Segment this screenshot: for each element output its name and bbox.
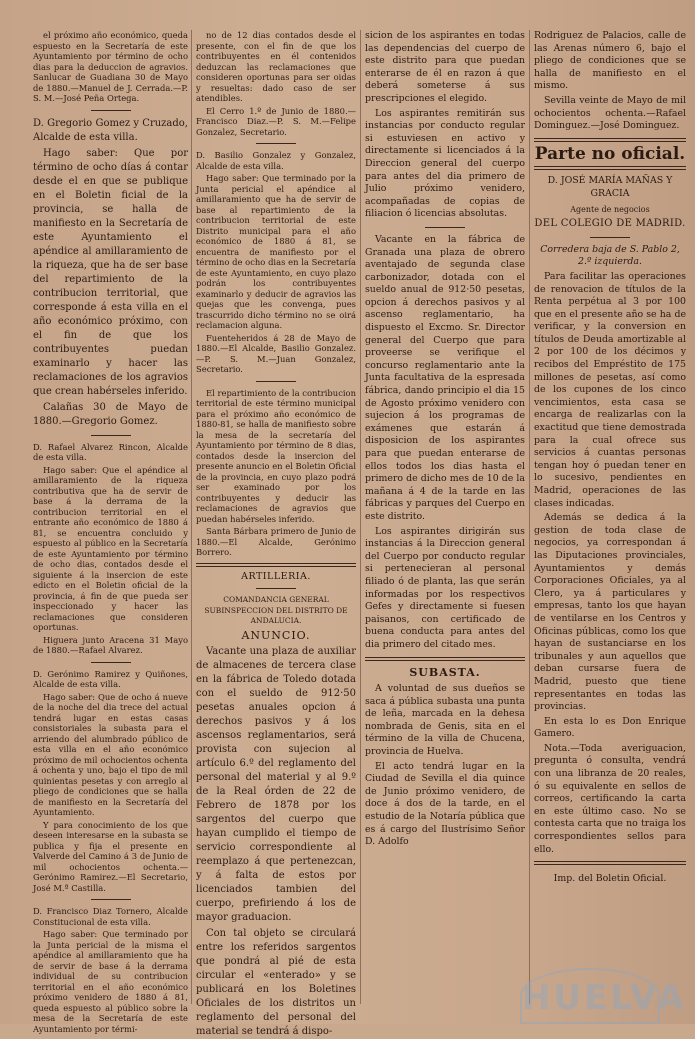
section-title-parte-no-oficial: Parte no oficial. bbox=[534, 143, 686, 164]
double-rule bbox=[534, 138, 686, 142]
double-rule bbox=[196, 563, 356, 567]
notice-text: Nota.—Toda averiguacion, pregunta ó consulta, vendrá con una libranza de 20 reales, ó su equivalente en sellos de correos, certificando la carta en este último caso. No se contesta carta que no traiga los correspondientes sellos para ello. bbox=[534, 742, 686, 855]
column-1 bbox=[33, 30, 188, 1034]
notice-text: El acto tendrá lugar en la Ciudad de Sevilla el dia quince de Junio próximo venidero, de doce á dos de la tarde, en el estudio de la Notaría pública que es á cargo del Ilustrísimo Señor D. Adolfo bbox=[365, 760, 525, 848]
separator bbox=[425, 227, 465, 228]
column-rule bbox=[529, 30, 530, 1004]
double-rule bbox=[534, 166, 686, 170]
printer-imprint: Imp. del Boletin Oficial. bbox=[553, 873, 667, 885]
notice-text: Hago saber: Que el apéndice al amillaramiento de la riqueza contributiva que ha de servir de base á la derrama de la contribucion territorial en el entrante año económico de 1880 á 81, se encuentra concluido y espuesto al público en la Secretaría de este Ayuntamiento por término de ocho dias, contados desde el siguiente á la insercion de este edicto en el Boletin oficial de la provincia, á fin de que pueda ser inspeccionado y hacer las reclamaciones que consideren oportunas. bbox=[33, 464, 188, 632]
notice-text: El repartimiento de la contribucion territorial de este término municipal para el próximo año económico de 1880-81, se halla de manifiesto sobre la mesa de la secretaría del Ayuntamiento por término de 8 dias, contados desde la insercion del presente anuncio en el Boletin Oficial de la provincia, en cuyo plazo podrá ser examinado por los contribuyentes y deducir las reclamaciones de agravios que puedan habérseles inferido. bbox=[196, 387, 356, 524]
column-3 bbox=[365, 30, 525, 1004]
notice-heading: D. Rafael Alvarez Rincon, Alcalde de esta villa. bbox=[33, 441, 188, 462]
notice-text: Vacante una plaza de auxiliar de almacenes de tercera clase en la fábrica de Toledo dotada con el sueldo de 912·50 pesetas anuales opcion á derechos pasivos y á los ascensos reglamentarios, será provista con sujecion al artículo 6.º del reglamento del personal del material y al 9.º de la Real órden de 22 de Febrero de 1878 por los sargentos del cuerpo que hayan cumplido el tiempo de servicio correspondiente al reemplazo á que pertenezcan, y á falta de estos por licenciados tambien del cuerpo, prefiriendo á los de mayor graduacion. bbox=[196, 646, 356, 923]
agent-address: Corredera baja de S. Pablo 2, 2.º izquierda. bbox=[540, 243, 680, 268]
separator bbox=[91, 110, 131, 111]
subasta-title: SUBASTA. bbox=[409, 665, 481, 679]
notice-text: Además se dedica á la gestion de toda clase de negocios, ya correspondan á las Diputaciones provinciales, Ayuntamientos y demás Corporaciones Oficiales, ya al Clero, ya á particulares y empresas, tanto los que hayan de ventilarse en los Centros y Oficinas públicas, como los que hayan de sustanciarse en los tribunales y aun aquellos que deban cursarse fuera de Madrid, puesto que tiene representantes en todas las provincias. bbox=[534, 512, 686, 713]
notice-text: sicion de los aspirantes en todas las dependencias del cuerpo de este distrito para que puedan enterarse de él en razon á que deberá someterse á sus prescripciones el elegido. bbox=[365, 30, 525, 104]
notice-text: En esta lo es Don Enrique Gamero. bbox=[534, 715, 686, 740]
column-rule bbox=[360, 30, 361, 1004]
notice-text: Para facilitar las operaciones de renovacion de títulos de la Renta perpétua al 3 por 100 que en el presente año se ha de verificar, y la conversion en títulos de Deuda amortizable al 2 por 100 de los décimos y recibos del Empréstito de 175 millones de pesetas, así como de los cupones de los cinco vencimientos, esta casa se encarga de realizarlas con la exactitud que tiene demostrada para la cual ofrece sus servicios á cuantas personas tengan hoy ó puedan tener en lo sucesivo, pendientes en Madrid, operaciones de las clases indicadas. bbox=[534, 270, 686, 509]
notice-signature: Sevilla veinte de Mayo de mil ochocientos ochenta.—Rafael Dominguez.—José Dominguez. bbox=[534, 94, 686, 132]
column-4 bbox=[534, 30, 686, 1004]
notice-text: Con tal objeto se circulará entre los referidos sargentos que pondrá al pié de esta circular el «enterado» y se publicará en los Boletines Oficiales de los distritos un reglamento del personal del material se tendrá á dispo- bbox=[196, 928, 356, 1037]
notice-heading: D. Francisco Diaz Tornero, Alcalde Constitucional de esta villa. bbox=[33, 906, 188, 927]
section-subtitle: COMANDANCIA GENERAL SUBINSPECCION DEL DISTRITO DE ANDALUCIA. bbox=[204, 595, 348, 625]
notice-signature: Higuera junto Aracena 31 Mayo de 1880.—Rafael Alvarez. bbox=[33, 634, 188, 655]
separator bbox=[590, 237, 630, 238]
separator bbox=[91, 662, 131, 663]
agent-colegio: DEL COLEGIO DE MADRID. bbox=[534, 218, 686, 230]
notice-text: Hago saber: Que terminado por la Junta pericial de la misma el apéndice al amillaramiento que ha de servir de base á la derrama individual de su contribucion territorial en el año económico próximo venidero de 1880 á 81, queda espuesto al público sobre la mesa de la Secretaría de este Ayuntamiento por térmi- bbox=[33, 929, 188, 1034]
notice-text: Y para conocimiento de los que deseen interesarse en la subasta se publica y fija el presente en Valverde del Camino á 3 de Junio de mil ochocientos ochenta.—Gerónimo Ramirez.—El Secretario, José M.ª Castilla. bbox=[33, 819, 188, 893]
notice-text: no de 12 dias contados desde el presente, con el fin de que los contribuyentes en él contenidos deduzcan las reclamaciones que consideren oportunas para ser oidas y resueltas: dado caso de ser atendibles. bbox=[196, 30, 356, 103]
column-rule bbox=[191, 30, 192, 1004]
separator bbox=[256, 588, 296, 589]
notice-text: A voluntad de sus dueños se saca á pública subasta una punta de leña, marcada en la dehesa nombrada de Genis, sita en el término de la villa de Chucena, provincia de Huelva. bbox=[365, 683, 525, 758]
separator bbox=[256, 143, 296, 144]
section-title-artilleria: ARTILLERIA. bbox=[241, 570, 311, 582]
notice-text: Los aspirantes remitirán sus instancias por conducto regular si estuviesen en activo y directamente si licenciados á la Direccion general del cuerpo para antes del dia primero de Julio próximo venidero, acompañadas de copias de filiacion ó licencias absolutas. bbox=[365, 107, 525, 220]
notice-text: Rodriguez de Palacios, calle de las Arenas número 6, bajo el pliego de condiciones que se halla de manifiesto en el mismo. bbox=[534, 30, 686, 92]
separator bbox=[91, 435, 131, 436]
notice-text: Vacante en la fábrica de Granada una plaza de obrero aventajado de segunda clase carbonizador, dotada con el sueldo anual de 912·50 pesetas, opcion á derechos pasivos y al ascenso reglamentario, ha dispuesto el Excmo. Sr. Director general del Cuerpo que para proveerse se verifique el concurso reglamentario ante la Junta facultativa de la espresada fábrica, dando principio el dia 15 de Agosto próximo venidero con sujecion á los programas de exámenes que estarán á disposicion de los aspirantes para que puedan enterarse de ellos todos los dias hasta el primero de dicho mes de 10 de la mañana á 4 de la tarde en las fábricas y parques del Cuerpo en este distrito. bbox=[365, 233, 525, 522]
archive-watermark: HUELVA bbox=[520, 968, 660, 1024]
column-2 bbox=[196, 30, 356, 1037]
separator bbox=[91, 899, 131, 900]
agent-role: Agente de negocios bbox=[570, 204, 650, 214]
notice-text: Hago saber: Que de ocho á nueve de la noche del dia trece del actual tendrá lugar en estas casas consistoriales la subasta para el arriendo del alumbrado público de esta villa en el año económico próximo de mil ochocientos ochenta á ochenta y uno, bajo el tipo de mil quinientas pesetas y con arreglo al pliego de condiciones que se halla de manifiesto en la Secretaría del Ayuntamiento. bbox=[33, 691, 188, 817]
anuncio-title: ANUNCIO. bbox=[241, 628, 311, 642]
notice-signature: Fuenteheridos á 28 de Mayo de 1880.—El Alcalde, Basilio Gonzalez.—P. S. M.—Juan Gonzalez, Secretario. bbox=[196, 332, 356, 374]
notice-signature: Calañas 30 de Mayo de 1880.—Gregorio Gomez. bbox=[33, 401, 188, 427]
notice-text: Hago saber: Que terminado por la Junta pericial el apéndice al amillaramiento que ha de servir de base al repartimiento de la contribucion territorial de este Distrito municipal para el año económico de 1880 á 81, se encuentra de manifiesto por el término de ocho dias en la Secretaría de este Ayuntamiento, en cuyo plazo podrán los contribuyentes examinarlo y deducir de agravios las quejas que les convenga, pues trascurrido dicho término no se oirá reclamacion alguna. bbox=[196, 173, 356, 330]
notice-text: Los aspirantes dirigirán sus instancias á la Direccion general del Cuerpo por conducto regular si pertenecieran al personal filiado ó de planta, las que serán informadas por los respectivos Gefes y directamente si fuesen paisanos, con certificado de buena conducta para antes del dia primero del citado mes. bbox=[365, 525, 525, 650]
double-rule bbox=[534, 861, 686, 865]
notice-heading: D. Gerónimo Ramirez y Quiñones, Alcalde de esta villa. bbox=[33, 668, 188, 689]
notice-signature: El Cerro 1.º de Junio de 1880.—Francisco Diaz.—P. S. M.—Felipe Gonzalez, Secretario. bbox=[196, 105, 356, 137]
separator bbox=[256, 381, 296, 382]
notice-heading: D. Gregorio Gomez y Cruzado, Alcalde de esta villa. bbox=[33, 117, 188, 143]
notice-text: Hago saber: Que por término de ocho días á contar desde el en que se publique en el Boletin ficial de la provincia, se halla de manifiesto en la Secretaría de este Ayuntamiento el apéndice al amillaramiento de la riqueza, que ha de ser base del repartimiento de la contribucion territorial, que corresponde á esta villa en el año económico próximo, con el fin de que los contribuyentes puedan examinarlo y hacer las reclamaciones de los agravios que crean habérseles inferido. bbox=[33, 147, 188, 397]
notice-text: el próximo año económico, queda espuesto en la Secretaría de este Ayuntamiento por término de ocho dias para la deduccion de agravios. Sanlucar de Guadiana 30 de Mayo de 1880.—Manuel de J. Cerrada.—P. S. M.—José Peña Ortega. bbox=[33, 30, 188, 103]
double-rule bbox=[365, 657, 525, 661]
notice-signature: Santa Bárbara primero de Junio de 1880.—El Alcalde, Gerónimo Borrero. bbox=[196, 526, 356, 557]
agent-name: D. JOSÉ MARÍA MAÑAS Y GRACIA bbox=[547, 175, 673, 199]
notice-heading: D. Basilio Gonzalez y Gonzalez, Alcalde de esta villa. bbox=[196, 150, 356, 171]
